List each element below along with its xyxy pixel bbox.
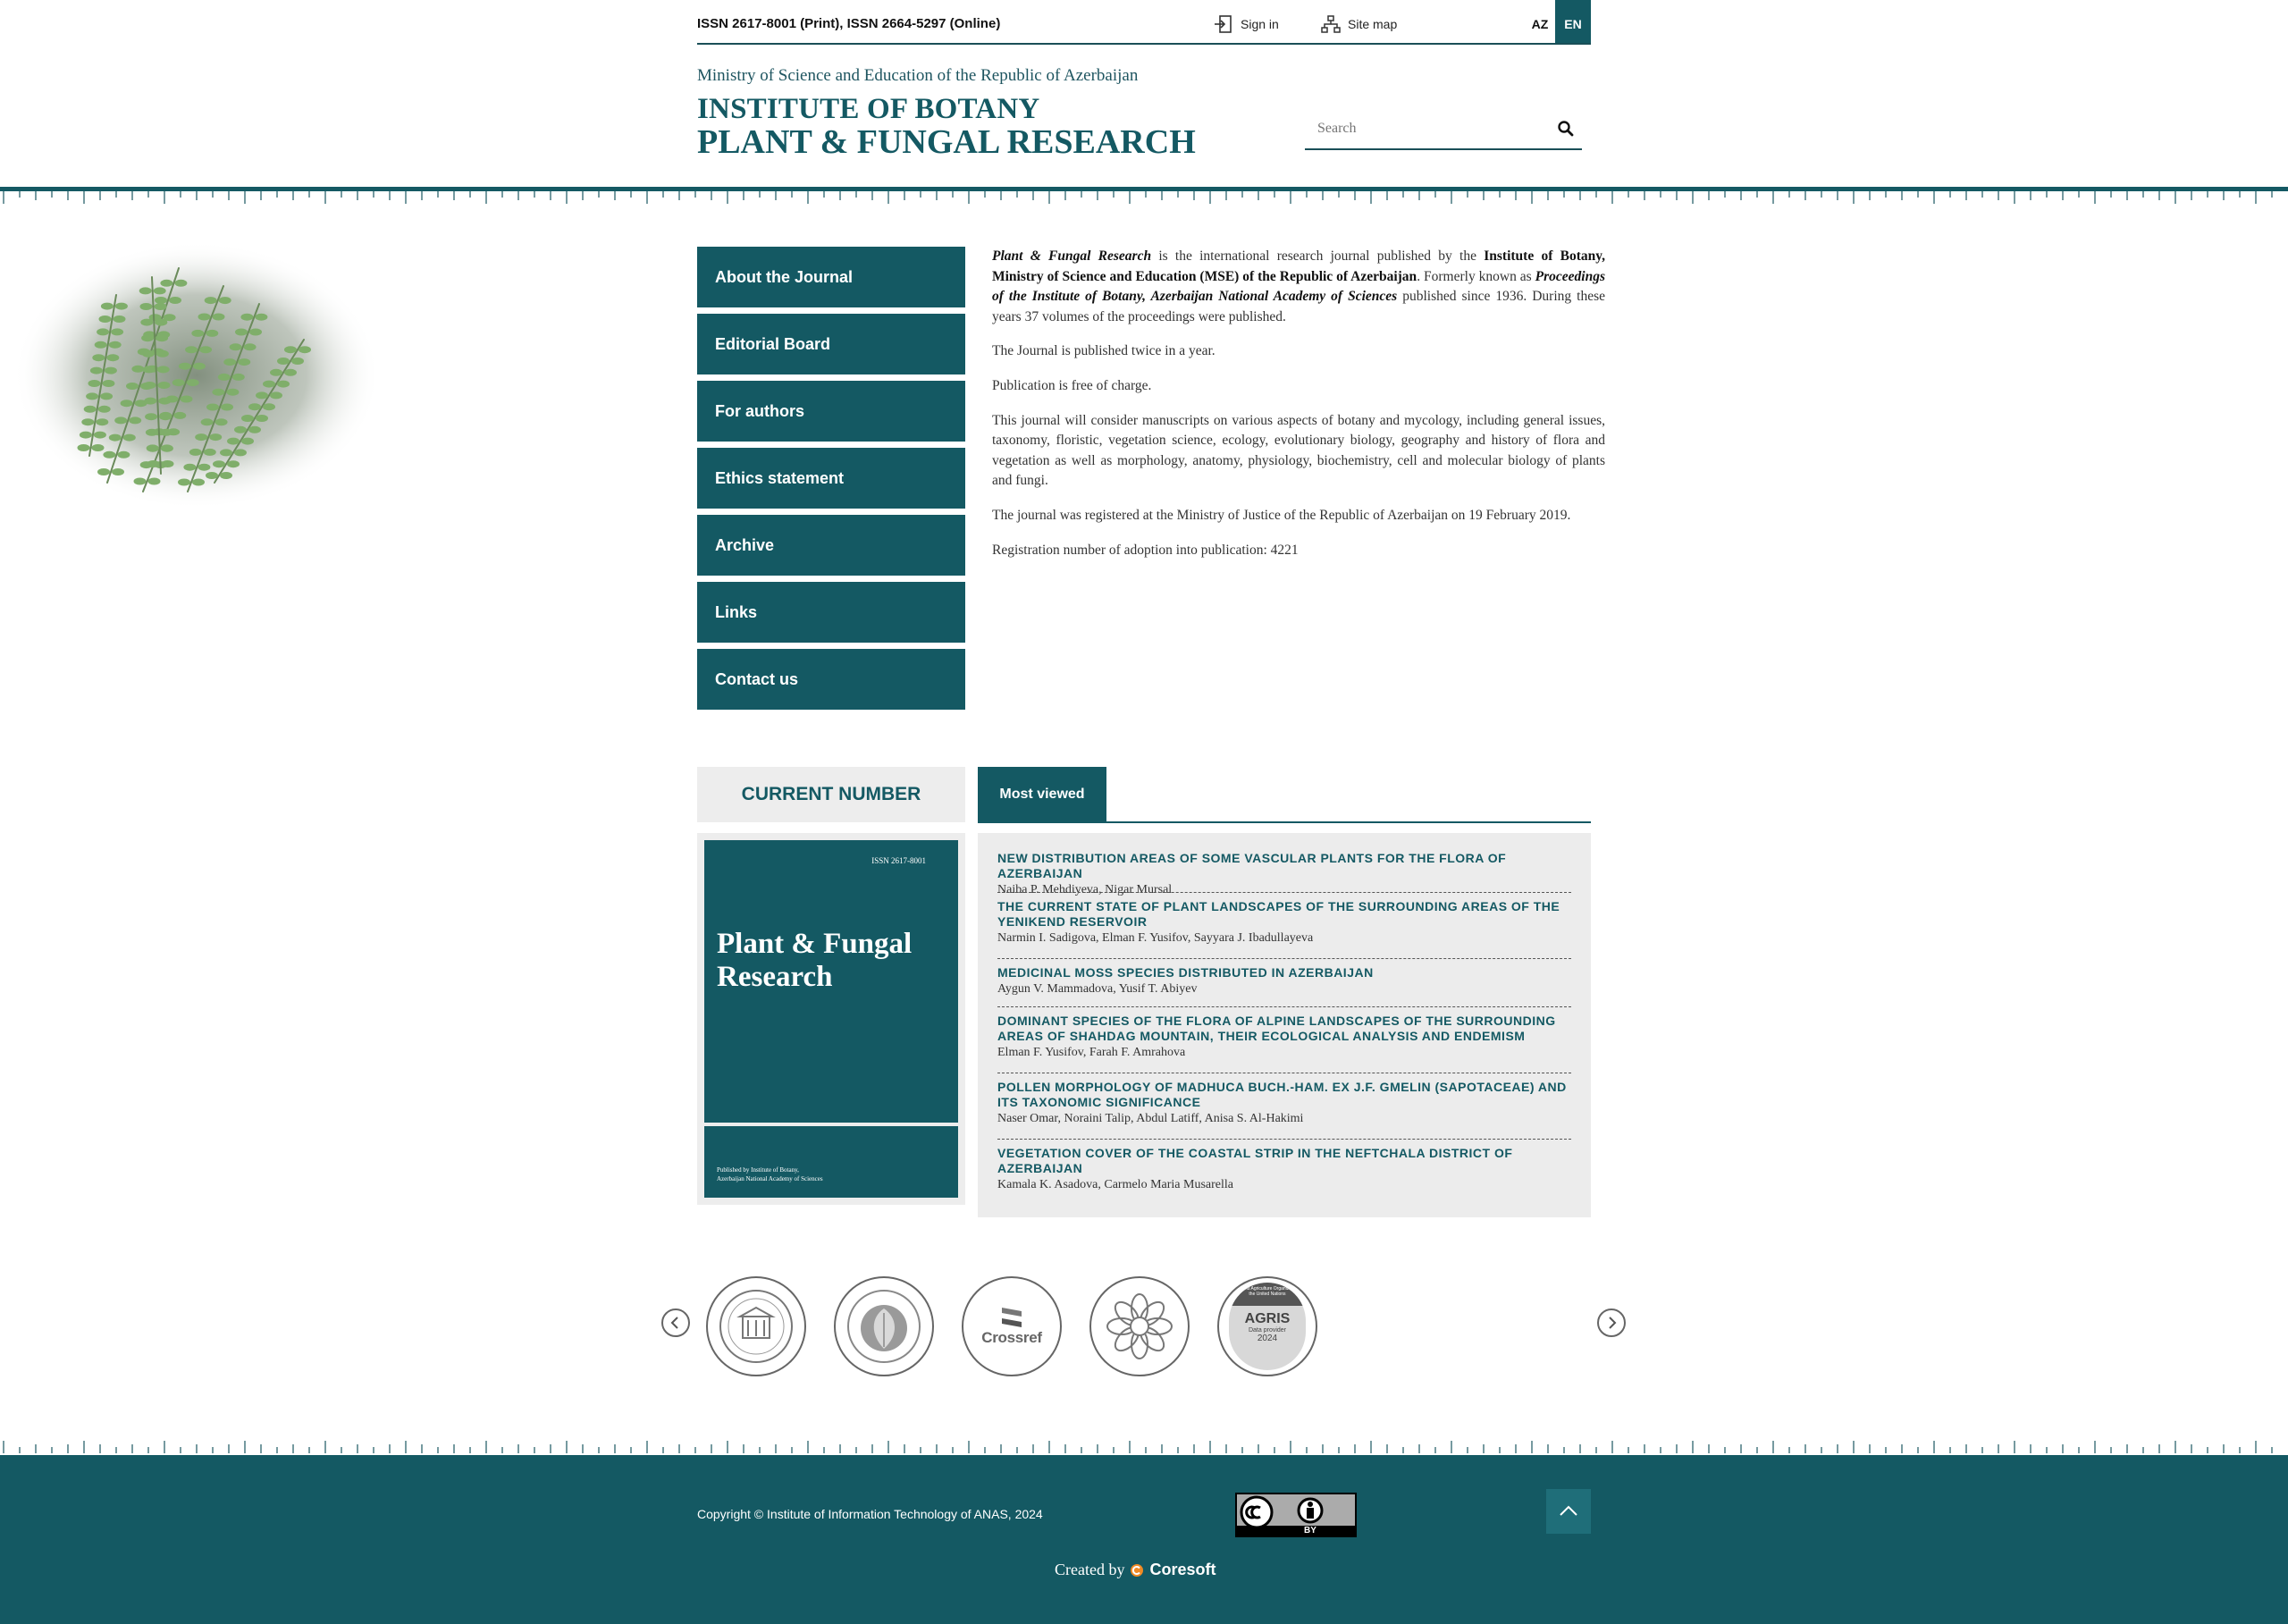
lang-en-button[interactable]: EN — [1555, 0, 1591, 45]
partner-logo-agris[interactable] — [1217, 1276, 1317, 1376]
site-title-line2[interactable]: PLANT & FUNGAL RESEARCH — [697, 123, 1196, 161]
article-authors: Narmin I. Sadigova, Elman F. Yusifov, Sayyara J. Ibadullayeva — [997, 931, 1314, 945]
crossref-label: Crossref — [981, 1329, 1042, 1346]
cc-license-badge[interactable] — [1235, 1493, 1357, 1537]
registration-number: Registration number of adoption into publication: 4221 — [992, 542, 1299, 558]
site-map-icon — [1321, 14, 1341, 34]
partner-logo-ministry[interactable] — [706, 1276, 806, 1376]
search-input[interactable] — [1316, 120, 1543, 138]
list-item — [997, 965, 1571, 998]
institute-name: Institute of Botany, Ministry of Science and Education (MSE) of the Republic of Azerbaijan — [992, 248, 1606, 284]
crossref-icon — [998, 1306, 1025, 1329]
nav-item-about-the-journal[interactable]: About the Journal — [697, 247, 965, 307]
agris-sub-label: Data provider — [1248, 1327, 1287, 1334]
nav-item-archive[interactable]: Archive — [697, 515, 965, 576]
list-separator — [997, 958, 1571, 959]
copyright-text: Copyright © Institute of Information Technology of ANAS, 2024 — [697, 1507, 1043, 1521]
article-title-link[interactable]: DOMINANT SPECIES OF THE FLORA OF ALPINE LANDSCAPES OF THE SURROUNDING AREAS OF SHAHDAG MOUNTAIN, THEIR ECOLOGICAL ANALYSIS AND ENDEMISM — [997, 1014, 1556, 1043]
main-nav — [697, 247, 965, 716]
sign-in-icon — [1214, 14, 1233, 34]
moss-photo — [9, 232, 384, 518]
article-authors: Kamala K. Asadova, Carmelo Maria Musarella — [997, 1178, 1233, 1191]
nav-item-ethics-statement[interactable]: Ethics statement — [697, 448, 965, 509]
footer — [0, 1455, 2288, 1624]
charge-paragraph: Publication is free of charge. — [992, 377, 1152, 393]
most-viewed-list — [978, 833, 1591, 1217]
partner-logo-academy[interactable] — [1089, 1276, 1190, 1376]
site-title-line1[interactable]: INSTITUTE OF BOTANY — [697, 93, 1040, 125]
list-separator — [997, 1139, 1571, 1140]
search-box — [1305, 113, 1582, 150]
created-by — [1055, 1561, 1216, 1579]
article-authors: Naser Omar, Noraini Talip, Abdul Latiff, Anisa S. Al-Hakimi — [997, 1112, 1304, 1125]
cover-issn: ISSN 2617-8001 — [871, 856, 926, 865]
nav-item-for-authors[interactable]: For authors — [697, 381, 965, 442]
current-number-heading: CURRENT NUMBER — [697, 767, 965, 822]
cover-publisher-line2: Azerbaijan National Academy of Sciences — [717, 1175, 823, 1182]
tab-most-viewed[interactable]: Most viewed — [978, 767, 1106, 822]
leaf-seal-icon — [844, 1286, 924, 1367]
search-icon[interactable] — [1557, 120, 1575, 138]
arrow-up-icon[interactable] — [1546, 1489, 1591, 1534]
site-map-label: Site map — [1348, 17, 1398, 31]
journal-cover[interactable] — [704, 840, 958, 1198]
article-authors: Elman F. Yusifov, Farah F. Amrahova — [997, 1046, 1186, 1059]
agris-badge — [1229, 1283, 1306, 1370]
article-authors: Naiba P. Mehdiyeva, Nigar Mursal — [997, 883, 1173, 896]
issn-text: ISSN 2617-8001 (Print), ISSN 2664-5297 (Online) — [697, 16, 1001, 31]
agris-label: AGRIS — [1244, 1311, 1291, 1326]
nav-item-links[interactable]: Links — [697, 582, 965, 643]
tab-underline — [978, 821, 1591, 823]
cc-icon — [1235, 1493, 1357, 1537]
current-number-panel — [697, 833, 965, 1205]
intro-text-3: published since 1936. During these years 37 volumes of the proceedings were published. — [992, 289, 1605, 324]
cover-publisher-line1: Published by Institute of Botany, — [717, 1166, 799, 1174]
ruler-decoration-top — [0, 191, 2288, 213]
nav-item-contact-us[interactable]: Contact us — [697, 649, 965, 710]
sign-in-link[interactable] — [1214, 13, 1279, 36]
article-title-link[interactable]: MEDICINAL MOSS SPECIES DISTRIBUTED IN AZERBAIJAN — [997, 965, 1374, 980]
coresoft-logo-icon — [1130, 1563, 1144, 1578]
scope-paragraph: This journal will consider manuscripts on various aspects of botany and mycology, including general issues, taxonomy, floristic, vegetation science, ecology, evolutionary biology, geography and history of flora and vegetation as well as morphology, anatomy, physiology, biochemistry, cell and molecular biology of plants and fungi. — [992, 412, 1605, 489]
ornament-seal-icon — [1099, 1286, 1180, 1367]
list-separator — [997, 1006, 1571, 1007]
article-title-link[interactable]: NEW DISTRIBUTION AREAS OF SOME VASCULAR PLANTS FOR THE FLORA OF AZERBAIJAN — [997, 851, 1507, 880]
cc-by-label: BY — [1304, 1526, 1316, 1536]
chevron-left-icon[interactable] — [661, 1308, 690, 1337]
list-item — [997, 1014, 1571, 1062]
about-content — [992, 247, 1605, 575]
nav-item-editorial-board[interactable]: Editorial Board — [697, 314, 965, 374]
list-item — [997, 899, 1571, 947]
intro-text-1: is the international research journal published by the — [1151, 248, 1485, 264]
intro-text-2: . Formerly known as — [1417, 268, 1535, 284]
article-title-link[interactable]: VEGETATION COVER OF THE COASTAL STRIP IN THE NEFTCHALA DISTRICT OF AZERBAIJAN — [997, 1146, 1513, 1175]
article-title-link[interactable]: THE CURRENT STATE OF PLANT LANDSCAPES OF THE SURROUNDING AREAS OF THE YENIKEND RESERVOIR — [997, 899, 1560, 929]
list-separator — [997, 892, 1571, 893]
coresoft-link[interactable]: Coresoft — [1149, 1561, 1216, 1578]
lang-az-button[interactable]: AZ — [1531, 17, 1549, 31]
journal-name: Plant & Fungal Research — [992, 248, 1152, 264]
partner-logo-institute[interactable] — [834, 1276, 934, 1376]
registration-paragraph: The journal was registered at the Ministry of Justice of the Republic of Azerbaijan on 19 February 2019. — [992, 507, 1571, 523]
list-item — [997, 1146, 1571, 1194]
article-title-link[interactable]: POLLEN MORPHOLOGY OF MADHUCA BUCH.-HAM. EX J.F. GMELIN (SAPOTACEAE) AND ITS TAXONOMIC SIGNIFICANCE — [997, 1080, 1567, 1109]
created-by-label: Created by — [1055, 1561, 1125, 1578]
cover-publisher — [717, 1165, 823, 1183]
partner-logo-crossref[interactable] — [962, 1276, 1062, 1376]
cover-divider — [704, 1123, 958, 1126]
ministry-seal-icon — [716, 1286, 796, 1367]
site-map-link[interactable] — [1321, 13, 1397, 36]
agris-year: 2024 — [1257, 1334, 1278, 1343]
article-authors: Aygun V. Mammadova, Yusif T. Abiyev — [997, 982, 1198, 996]
topbar-divider — [697, 43, 1591, 45]
chevron-right-icon[interactable] — [1597, 1308, 1626, 1337]
agris-fao-label: Food and Agriculture Organization of the United Nations — [1229, 1283, 1306, 1306]
list-item — [997, 1080, 1571, 1128]
cover-title: Plant & Fungal Research — [717, 928, 913, 993]
former-name: Proceedings of the Institute of Botany, Azerbaijan National Academy of Sciences — [992, 268, 1605, 305]
ruler-decoration-bottom — [0, 1432, 2288, 1453]
frequency-paragraph: The Journal is published twice in a year. — [992, 343, 1216, 359]
ministry-text: Ministry of Science and Education of the Republic of Azerbaijan — [697, 66, 1139, 85]
intro-paragraph — [992, 247, 1605, 327]
sign-in-label: Sign in — [1241, 17, 1279, 31]
